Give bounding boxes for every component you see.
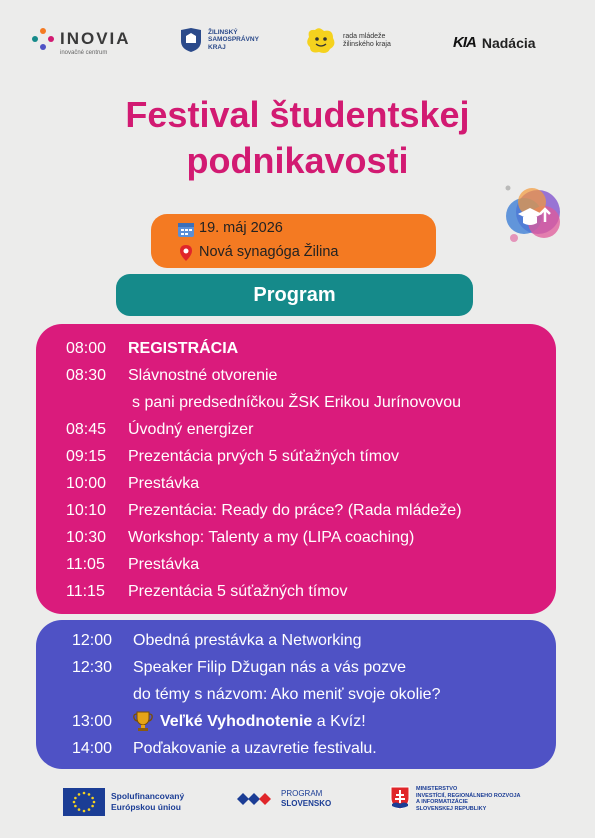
schedule-text: Workshop: Talenty a my (LIPA coaching)	[128, 529, 415, 546]
trophy-icon	[132, 710, 154, 732]
schedule-time: 08:00	[66, 340, 107, 357]
schedule-time: 08:30	[66, 367, 107, 384]
event-place: Nová synagóga Žilina	[199, 244, 339, 260]
inovia-dots-icon	[32, 28, 54, 50]
program-slovensko-logo	[235, 788, 331, 810]
inovia-subtitle: inovačné centrum	[60, 50, 108, 56]
schedule-time: 08:45	[66, 421, 107, 438]
zsk-line-1: ŽILINSKÝ	[208, 28, 238, 36]
eu-logo	[63, 788, 184, 816]
schedule-time: 14:00	[72, 740, 113, 757]
eu-flag-icon	[63, 788, 105, 816]
program-banner: Program	[116, 274, 473, 316]
schedule-time: 10:30	[66, 529, 107, 546]
program-slovensko-icon	[235, 788, 275, 810]
graduation-cap-icon	[496, 176, 572, 252]
event-date: 19. máj 2026	[199, 220, 283, 236]
rada-line-2: žilinského kraja	[343, 41, 391, 48]
schedule-time: 12:30	[72, 659, 113, 676]
schedule-text: Slávnostné otvorenie	[128, 367, 278, 384]
inovia-name: INOVIA	[60, 29, 131, 48]
calendar-icon	[177, 220, 195, 238]
ministry-line-3: A INFORMATIZÁCIE	[416, 799, 468, 805]
afternoon-schedule	[36, 620, 556, 769]
ps-line-1: PROGRAM	[281, 789, 323, 798]
kia-logo	[453, 34, 536, 51]
schedule-text: Poďakovanie a uzavretie festivalu.	[133, 740, 377, 757]
zsk-line-2: SAMOSPRÁVNY	[208, 36, 259, 44]
schedule-time: 10:10	[66, 502, 107, 519]
schedule-time: 13:00	[72, 713, 113, 730]
schedule-text: REGISTRÁCIA	[128, 340, 239, 357]
schedule-time: 10:00	[66, 475, 107, 492]
zsk-crest-icon	[178, 27, 204, 53]
schedule-time: 11:15	[66, 583, 105, 600]
kia-name: Nadácia	[481, 34, 536, 51]
highlight-text: Veľké Vyhodnotenie	[160, 713, 313, 730]
rada-line-1: rada mládeže	[343, 32, 386, 40]
rada-mascot-icon	[305, 27, 337, 55]
ministry-line-4: SLOVENSKEJ REPUBLIKY	[416, 805, 487, 812]
schedule-text: Prezentácia 5 súťažných tímov	[128, 583, 348, 600]
schedule-text: Obedná prestávka a Networking	[133, 632, 362, 649]
location-pin-icon	[177, 244, 195, 262]
schedule-text: Prezentácia prvých 5 súťažných tímov	[128, 448, 400, 465]
schedule-text: Prestávka	[128, 556, 200, 573]
schedule-time: 12:00	[72, 632, 113, 649]
schedule-text: Úvodný energizer	[128, 421, 254, 438]
kia-mark: KIA	[453, 34, 476, 51]
event-info-box	[151, 214, 436, 268]
schedule-time: 11:05	[66, 556, 105, 573]
highlight-rest: a Kvíz!	[312, 713, 366, 730]
ministry-line-2: INVESTÍCIÍ, REGIONÁLNEHO ROZVOJA	[416, 792, 521, 799]
inovia-logo	[32, 28, 131, 56]
title-line-2: podnikavosti	[186, 140, 409, 181]
zsk-line-3: KRAJ	[208, 43, 226, 51]
ministry-logo	[390, 786, 521, 812]
schedule-text: Prestávka	[128, 475, 200, 492]
title-line-1: Festival študentskej	[125, 94, 470, 135]
event-place-row	[199, 244, 338, 260]
schedule-text: s pani predsedníčkou ŽSK Erikou Jurínovovou	[132, 394, 462, 411]
event-date-row	[199, 220, 283, 236]
page-title	[0, 92, 595, 184]
schedule-text: do témy s názvom: Ako meniť svoje okolie?	[133, 686, 441, 703]
ministry-line-1: MINISTERSTVO	[416, 786, 458, 792]
eu-line-2: Európskou úniou	[111, 802, 181, 812]
schedule-text: Speaker Filip Džugan nás a vás pozve	[133, 659, 407, 676]
schedule-time: 09:15	[66, 448, 107, 465]
eu-line-1: Spolufinancovaný	[111, 791, 185, 801]
schedule-text: Prezentácia: Ready do práce? (Rada mládeže)	[128, 502, 462, 519]
rada-logo	[305, 27, 391, 55]
ps-line-2: SLOVENSKO	[281, 799, 332, 808]
schedule-text	[160, 713, 366, 731]
zsk-logo	[178, 27, 259, 53]
slovak-coat-of-arms-icon	[390, 786, 410, 810]
morning-schedule	[36, 324, 556, 614]
